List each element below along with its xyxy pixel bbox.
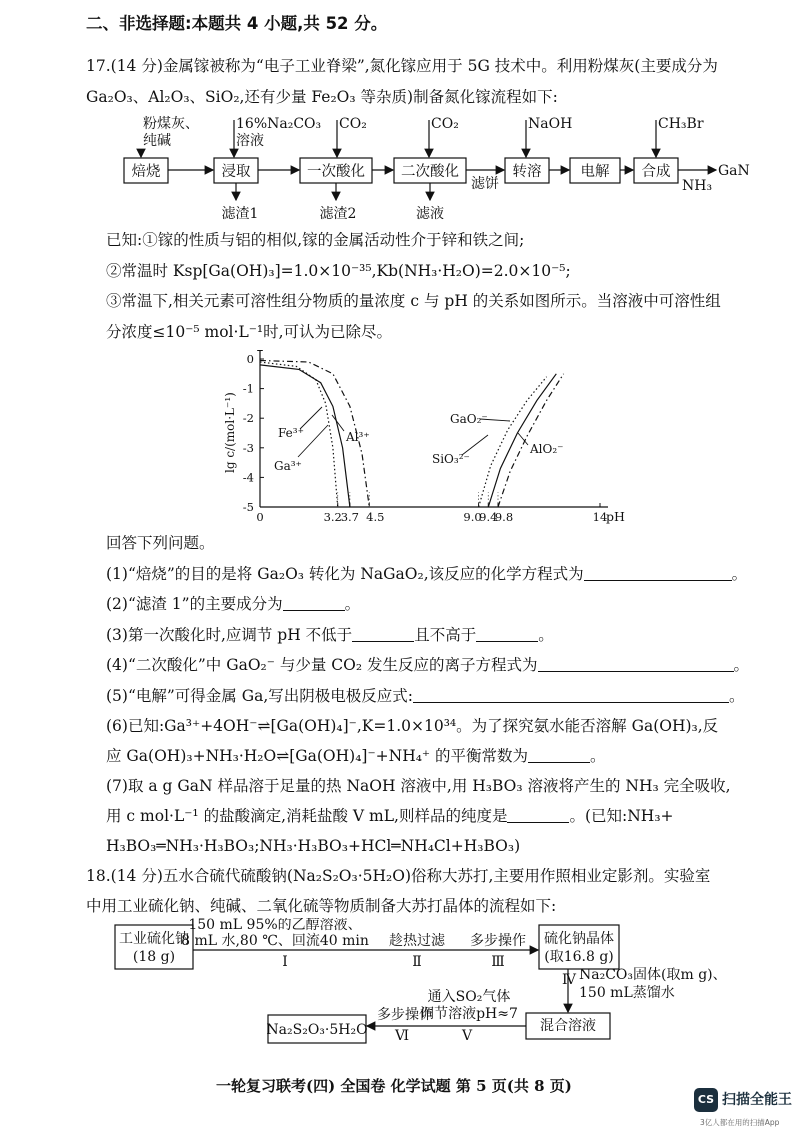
- flow18-step5-a: 通入SO₂气体: [427, 989, 511, 1005]
- flow-input-co2-1: CO₂: [339, 116, 367, 132]
- q17-part5-period: 。: [729, 687, 745, 705]
- q17-part2-text: (2)“滤渣 1”的主要成分为: [106, 595, 283, 613]
- flow-step-acid1: 一次酸化: [307, 164, 365, 180]
- flow18-box-na2s-mass: (18 g): [132, 949, 176, 965]
- flow-input-na2co3: 16%Na₂CO₃: [236, 116, 322, 132]
- flow-step-synthesis: 合成: [641, 164, 671, 180]
- q18-line1: 18.(14 分)五水合硫代硫酸钠(Na₂S₂O₃·5H₂O)俗称大苏打,主要用作照相业定影剂。实验室: [86, 867, 711, 885]
- q17-part5: [106, 686, 745, 706]
- q17-part1: [106, 564, 747, 584]
- series-line-4: [488, 374, 556, 507]
- q17-part5-blank: [413, 688, 729, 703]
- flow-step-roast: 焙烧: [131, 164, 161, 180]
- q17-part7d: H₃BO₃═NH₃·H₃BO₃;NH₃·H₃BO₃+HCl═NH₄Cl+H₃BO₃): [106, 837, 521, 855]
- flow-step-redissolve: 转溶: [512, 164, 542, 180]
- q17-known2: ②常温时 Ksp[Ga(OH)₃]=1.0×10⁻³⁵,Kb(NH₃·H₂O)=2.0×10⁻⁵;: [106, 262, 571, 280]
- q17-known3a: ③常温下,相关元素可溶性组分物质的量浓度 c 与 pH 的关系如图所示。当溶液中可溶性组: [106, 292, 721, 310]
- q17-part6-period: 。: [590, 747, 606, 765]
- flow18-step5-b: 调节溶液pH≈7: [420, 1006, 518, 1022]
- flow18-hot-filter: 趁热过滤: [389, 933, 445, 949]
- x-tick-label: 3.2: [323, 510, 342, 524]
- series-label: GaO₂⁻: [450, 412, 488, 426]
- flow-waste-2: 滤渣2: [319, 206, 357, 222]
- series-label: AlO₂⁻: [530, 442, 564, 456]
- q17-part6a: (6)已知:Ga³⁺+4OH⁻⇌[Ga(OH)₄]⁻,K=1.0×10³⁴。为了探究氨水能否溶解 Ga(OH)₃,反: [106, 717, 719, 735]
- flow18-step1-a: 150 mL 95%的乙醇溶液、: [188, 918, 362, 933]
- answer-intro: 回答下列问题。: [106, 534, 215, 552]
- flow18-roman-1: Ⅰ: [282, 954, 288, 970]
- q17-part2-blank: [283, 596, 345, 611]
- flow-waste-1: 滤渣1: [221, 206, 259, 222]
- ph-concentration-chart: [220, 350, 660, 535]
- q17-part1-period: 。: [731, 565, 748, 583]
- series-line-5: [498, 374, 564, 507]
- series-label: Ga³⁺: [274, 459, 302, 473]
- q17-part3-blank1: [352, 627, 414, 642]
- x-tick-label: 0: [256, 510, 264, 524]
- q17-part7b: [106, 806, 674, 826]
- q17-known1: 已知:①镓的性质与铝的相似,镓的金属活动性介于锌和铁之间;: [106, 231, 525, 249]
- flow18-step4-a: Na₂CO₃固体(取m g)、: [579, 967, 727, 983]
- q17-line2: Ga₂O₃、Al₂O₃、SiO₂,还有少量 Fe₂O₃ 等杂质)制备氮化镓流程如下:: [86, 88, 558, 106]
- x-tick-label: 14: [592, 510, 608, 524]
- flow18-roman-2: Ⅱ: [412, 954, 422, 970]
- cs-logo-icon: CS: [694, 1088, 718, 1112]
- x-tick-label: 4.5: [366, 510, 385, 524]
- x-axis-label: pH: [606, 509, 625, 524]
- q17-part2: [106, 594, 360, 614]
- q17-part7a: (7)取 a g GaN 样品溶于足量的热 NaOH 溶液中,用 H₃BO₃ 溶液将产生的 NH₃ 完全吸收,: [106, 777, 731, 795]
- q17-part7-text: 用 c mol·L⁻¹ 的盐酸滴定,消耗盐酸 V mL,则样品的纯度是: [106, 807, 508, 825]
- y-axis-arrow: [257, 350, 263, 351]
- y-tick-label: 0: [246, 352, 254, 366]
- q18-line2: 中用工业硫化钠、纯碱、二氧化硫等物质制备大苏打晶体的流程如下:: [86, 897, 557, 915]
- y-tick-label: -4: [242, 470, 254, 485]
- q17-part7-known: 。(已知:NH₃+: [569, 807, 674, 825]
- q17-flow-diagram: [0, 108, 800, 228]
- watermark-subtitle: 3亿人都在用的扫描App: [700, 1118, 780, 1127]
- flow18-box-product: Na₂S₂O₃·5H₂O: [266, 1022, 368, 1038]
- series-label: Fe³⁺: [278, 426, 304, 440]
- q17-part6b: [106, 746, 606, 766]
- q17-part4-blank: [538, 657, 734, 672]
- q17-line1: 17.(14 分)金属镓被称为“电子工业脊梁”,氮化镓应用于 5G 技术中。利用粉煤灰(主要成分为: [86, 57, 718, 75]
- q17-part6-blank: [528, 748, 590, 763]
- y-tick-label: -2: [242, 411, 254, 426]
- flow18-step6: 多步操作: [377, 1007, 433, 1023]
- q17-part4-text: (4)“二次酸化”中 GaO₂⁻ 与少量 CO₂ 发生反应的离子方程式为: [106, 656, 538, 674]
- flow18-roman-6: Ⅵ: [394, 1028, 410, 1044]
- q17-part4-period: 。: [733, 656, 750, 674]
- x-tick-label: 9.8: [494, 510, 514, 524]
- flow-input-naoh: NaOH: [528, 116, 573, 132]
- q17-part7-blank: [507, 808, 569, 823]
- x-tick-label: 9.0: [463, 510, 482, 524]
- flow-input-solution: 溶液: [236, 133, 264, 149]
- flow18-step4-b: 150 mL蒸馏水: [579, 985, 675, 1001]
- flow-input-ch3br: CH₃Br: [658, 116, 704, 132]
- q17-part3-blank2: [476, 627, 538, 642]
- section-title: 二、非选择题:本题共 4 小题,共 52 分。: [86, 14, 388, 33]
- q17-known3b: 分浓度≤10⁻⁵ mol·L⁻¹时,可认为已除尽。: [106, 323, 393, 341]
- flow-waste-filtrate: 滤液: [416, 206, 444, 222]
- flow18-box-crystal: 硫化钠晶体: [544, 931, 614, 947]
- flow-product-gan: GaN: [718, 163, 750, 179]
- q17-part3-period: 。: [538, 626, 554, 644]
- flow18-box-crystal-mass: (取16.8 g): [544, 949, 614, 965]
- x-tick-label: 9.4: [479, 510, 498, 524]
- q17-part2-period: 。: [344, 595, 361, 613]
- series-label: SiO₃²⁻: [432, 452, 470, 466]
- flow18-box-na2s: 工业硫化钠: [119, 931, 189, 947]
- q18-flow-diagram: [0, 918, 800, 1068]
- q17-part6-text: 应 Ga(OH)₃+NH₃·H₂O⇌[Ga(OH)₄]⁻+NH₄⁺ 的平衡常数为: [106, 747, 529, 765]
- flow-step-leach: 浸取: [221, 164, 251, 180]
- flow18-step3: 多步操作: [470, 933, 526, 949]
- flow-nh3: NH₃: [682, 178, 713, 194]
- watermark-title: 扫描全能王: [722, 1092, 792, 1108]
- flow18-roman-4: Ⅳ: [562, 972, 576, 988]
- y-tick-label: -5: [242, 500, 254, 514]
- q17-part4: [106, 655, 749, 675]
- flow-input-soda: 纯碱: [143, 133, 171, 149]
- flow-filter-cake: 滤饼: [471, 176, 499, 192]
- x-tick-label: 3.7: [340, 510, 360, 524]
- q17-part3: [106, 625, 554, 645]
- q17-part1-blank: [584, 566, 732, 581]
- series-label: Al³⁺: [346, 430, 370, 444]
- flow18-roman-5: Ⅴ: [461, 1028, 473, 1044]
- page-footer: 一轮复习联考(四) 全国卷 化学试题 第 5 页(共 8 页): [216, 1077, 572, 1095]
- flow-step-electrolysis: 电解: [580, 164, 610, 180]
- flow-input-co2-2: CO₂: [431, 116, 459, 132]
- q17-part3-text-b: 且不高于: [414, 626, 477, 644]
- flow18-roman-3: Ⅲ: [491, 954, 505, 970]
- flow-input-flyash: 粉煤灰、: [143, 116, 199, 132]
- flow-step-acid2: 二次酸化: [401, 164, 459, 180]
- flow18-step1-b: 8 mL 水,80 ℃、回流40 min: [181, 933, 369, 949]
- q17-part3-text-a: (3)第一次酸化时,应调节 pH 不低于: [106, 626, 353, 644]
- flow18-box-mixed: 混合溶液: [540, 1018, 596, 1034]
- y-tick-label: -3: [242, 440, 254, 455]
- q17-part5-text: (5)“电解”可得金属 Ga,写出阴极电极反应式:: [106, 687, 414, 705]
- q17-part1-text: (1)“焙烧”的目的是将 Ga₂O₃ 转化为 NaGaO₂,该反应的化学方程式为: [106, 565, 584, 583]
- y-tick-label: -1: [242, 381, 254, 396]
- y-axis-label: lg c/(mol·L⁻¹): [223, 392, 237, 473]
